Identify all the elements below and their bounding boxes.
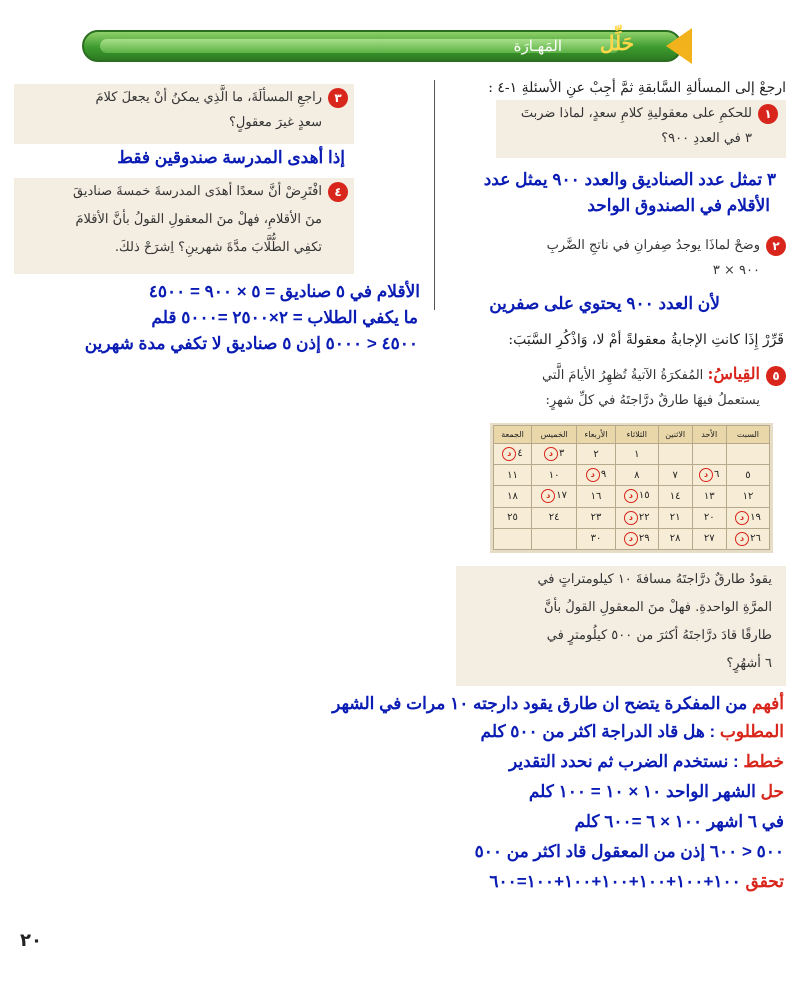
calendar-day-number: ٢٦ bbox=[750, 532, 761, 544]
step-label: تحقق bbox=[745, 872, 784, 891]
calendar-day-number: ١٢ bbox=[742, 490, 754, 502]
question-3 bbox=[14, 84, 354, 144]
question-text: ٩٠٠ × ٣ bbox=[712, 263, 760, 278]
solution-line-6: ٥٠٠ < ٦٠٠ إذن من المعقول قاد اكثر من ٥٠٠ bbox=[474, 842, 784, 861]
calendar-day-number: ٢٩ bbox=[638, 532, 650, 544]
question-number: ٢ bbox=[766, 236, 786, 256]
calendar-day-cell bbox=[615, 486, 658, 507]
bike-day-mark: د bbox=[735, 511, 749, 525]
question-text: طارقًا قادَ درَّاجتَهُ أكثرَ من ٥٠٠ كيلُومترٍ في bbox=[546, 628, 772, 643]
solution-required bbox=[481, 722, 784, 742]
calendar-day-cell bbox=[494, 465, 532, 486]
question-number: ١ bbox=[758, 104, 778, 124]
question-1 bbox=[496, 100, 786, 158]
calendar-day-number: ٢٠ bbox=[703, 512, 715, 524]
calendar-day-header: الثلاثاء bbox=[615, 426, 658, 444]
question-number: ٥ bbox=[766, 366, 786, 386]
calendar-day-number: ٢٨ bbox=[669, 533, 681, 545]
calendar-day-cell bbox=[615, 444, 658, 465]
calendar-day-number: ٦ bbox=[714, 469, 720, 481]
calendar-day-cell bbox=[692, 528, 726, 549]
calendar-day-number: ٥ bbox=[745, 469, 751, 481]
calendar-day-cell bbox=[658, 507, 692, 528]
bike-day-mark: د bbox=[624, 532, 638, 546]
column-divider bbox=[434, 80, 435, 310]
calendar-day-number: ٣٠ bbox=[590, 533, 602, 545]
calendar-day-cell bbox=[494, 444, 532, 465]
calendar-day-number: ١٨ bbox=[507, 490, 518, 502]
calendar-day-number: ١٠ bbox=[548, 469, 560, 481]
page-number: ٢٠ bbox=[20, 930, 42, 951]
answer-1-line-1: ٣ تمثل عدد الصناديق والعدد ٩٠٠ يمثل عدد bbox=[483, 170, 776, 189]
question-number: ٣ bbox=[328, 88, 348, 108]
step-text: : هل قاد الدراجة اكثر من ٥٠٠ كلم bbox=[480, 722, 720, 741]
question-4 bbox=[14, 178, 354, 274]
question-text: يستعملُ فيهَا طارقٌ درَّاجتَهُ في كلِّ شهرٍ: bbox=[545, 393, 760, 408]
step-label: المطلوب bbox=[719, 722, 784, 741]
calendar-day-number: ٢ bbox=[593, 448, 599, 460]
answer-4-line-3: ٤٥٠٠ < ٥٠٠٠ إذن ٥ صناديق لا تكفي مدة شهرين bbox=[84, 334, 418, 353]
question-text: سعدٍ غيرَ معقولٍ؟ bbox=[228, 115, 322, 130]
bike-day-mark: د bbox=[544, 447, 558, 461]
question-2 bbox=[547, 232, 786, 282]
calendar-week-row bbox=[494, 507, 770, 528]
calendar-day-cell bbox=[692, 444, 726, 465]
calendar-day-cell bbox=[692, 465, 726, 486]
calendar-day-number: ٩ bbox=[600, 469, 607, 481]
bike-day-mark: د bbox=[624, 511, 638, 525]
calendar-day-cell bbox=[658, 465, 692, 486]
banner-title: حَلِّل bbox=[599, 31, 634, 55]
calendar-day-number: ٣ bbox=[558, 448, 565, 460]
solution-plan bbox=[509, 752, 784, 772]
question-text: ٦ أشهُرٍ؟ bbox=[726, 656, 772, 671]
question-number: ٤ bbox=[328, 182, 348, 202]
bike-day-mark: د bbox=[502, 447, 516, 461]
question-text: افْتَرِضْ أنَّ سعدًا أهدَى المدرسةَ خمسةَ صناديقَ bbox=[73, 184, 322, 199]
calendar-day-number: ٢٢ bbox=[638, 511, 650, 523]
calendar-day-number: ١١ bbox=[507, 469, 518, 481]
bike-day-mark: د bbox=[735, 532, 749, 546]
solution-solve bbox=[529, 782, 784, 802]
calendar-day-cell bbox=[494, 507, 532, 528]
bike-day-mark: د bbox=[624, 489, 638, 503]
calendar-day-cell bbox=[658, 486, 692, 507]
question-5 bbox=[542, 360, 786, 412]
exercise-intro: ارجعْ إلى المسألةِ السَّابقةِ ثمَّ أجِبْ عنِ الأسئلةِ ١-٤ : bbox=[488, 80, 786, 96]
calendar-week-row bbox=[494, 486, 770, 507]
calendar-day-header: الأحد bbox=[692, 426, 726, 444]
calendar-day-cell bbox=[615, 507, 658, 528]
calendar-day-cell bbox=[726, 528, 769, 549]
calendar-day-cell bbox=[726, 486, 769, 507]
calendar-day-cell bbox=[692, 507, 726, 528]
calendar-day-cell bbox=[577, 486, 616, 507]
calendar-day-cell bbox=[532, 507, 577, 528]
calendar-header-row bbox=[494, 426, 770, 444]
calendar-day-cell bbox=[532, 465, 577, 486]
banner-subtitle: المَهـارَة bbox=[513, 37, 562, 55]
calendar-day-number: ٢٧ bbox=[703, 533, 715, 545]
solution-understand bbox=[332, 694, 784, 714]
question-text: منَ الأقلامِ، فهلْ منَ المعقولِ القولُ بأنَّ الأقلامَ bbox=[75, 212, 322, 227]
calendar-day-number: ١ bbox=[634, 448, 640, 460]
calendar-day-cell bbox=[494, 486, 532, 507]
calendar-day-cell bbox=[532, 486, 577, 507]
step-text: ١٠٠+١٠٠+١٠٠+١٠٠+١٠٠+١٠٠=٦٠٠ bbox=[489, 872, 746, 891]
question-topic: القِياسُ: bbox=[707, 364, 760, 383]
calendar-day-cell bbox=[615, 528, 658, 549]
calendar-day-cell bbox=[577, 465, 616, 486]
calendar-day-number: ٤ bbox=[517, 448, 523, 460]
calendar-week-row bbox=[494, 528, 770, 549]
calendar-day-number: ١٥ bbox=[638, 490, 650, 502]
calendar-day-header: الاثنين bbox=[658, 426, 692, 444]
question-5-text bbox=[456, 566, 786, 686]
question-text: وضحْ لماذَا يوجدُ صِفرانِ في ناتجِ الضَّربِ bbox=[546, 238, 760, 253]
bike-day-mark: د bbox=[586, 468, 600, 482]
question-text: تكفِي الطُّلَّابَ مدَّةَ شهرينِ؟ اِشرَحْ ذلكَ. bbox=[114, 240, 322, 255]
calendar-body bbox=[494, 444, 770, 550]
calendar-day-header: الجمعة bbox=[494, 426, 532, 444]
step-label: أفهم bbox=[752, 694, 784, 713]
calendar-day-cell bbox=[494, 528, 532, 549]
answer-2: لأن العدد ٩٠٠ يحتوي على صفرين bbox=[489, 294, 720, 313]
calendar-day-number: ٧ bbox=[672, 469, 678, 481]
calendar-day-cell bbox=[615, 465, 658, 486]
calendar-week-row bbox=[494, 444, 770, 465]
calendar-week-row bbox=[494, 465, 770, 486]
question-text: المُفكرَةُ الآتيةُ تُظهِرُ الأيامَ الَّتي bbox=[541, 368, 704, 383]
calendar-day-number: ٢١ bbox=[669, 512, 681, 524]
question-text: المرَّةِ الواحدةِ. فهلْ منَ المعقولِ القولُ بأنَّ bbox=[543, 600, 772, 615]
calendar-day-cell bbox=[726, 465, 769, 486]
arrow-icon bbox=[666, 28, 692, 64]
calendar-day-number: ١٣ bbox=[703, 490, 715, 502]
calendar-day-header: الأربعاء bbox=[577, 426, 616, 444]
calendar-day-number: ٢٤ bbox=[548, 512, 560, 524]
solution-check bbox=[489, 872, 784, 892]
bike-day-mark: د bbox=[541, 489, 555, 503]
calendar-day-number: ٨ bbox=[634, 469, 640, 481]
answer-1-line-2: الأقلام في الصندوق الواحد bbox=[587, 196, 770, 215]
calendar-day-header: السبت bbox=[726, 426, 769, 444]
step-label: خطط bbox=[743, 752, 784, 771]
answer-4-line-2: ما يكفي الطلاب = ٢×٢٥٠٠ =٥٠٠٠ قلم bbox=[151, 308, 418, 327]
solution-line-5: في ٦ اشهر ١٠٠ × ٦ =٦٠٠ كلم bbox=[574, 812, 784, 831]
step-text: : نستخدم الضرب ثم نحدد التقدير bbox=[509, 752, 744, 771]
calendar-day-cell bbox=[577, 507, 616, 528]
calendar-day-cell bbox=[577, 444, 616, 465]
answer-3: إذا أهدى المدرسة صندوقين فقط bbox=[117, 148, 345, 167]
question-text: يقودُ طارقٌ درَّاجتَهُ مسافةَ ١٠ كيلومتراتٍ في bbox=[537, 572, 772, 587]
calendar-day-number: ١٧ bbox=[556, 490, 568, 502]
calendar-day-number: ٢٥ bbox=[507, 512, 518, 524]
banner-bar bbox=[82, 30, 682, 62]
calendar-day-number: ١٤ bbox=[669, 490, 681, 502]
calendar-day-number: ١٦ bbox=[590, 490, 602, 502]
question-text: للحكمِ على معقوليةِ كلامِ سعدٍ، لماذا ضربتَ bbox=[520, 106, 752, 121]
calendar-day-cell bbox=[726, 507, 769, 528]
calendar-day-cell bbox=[532, 528, 577, 549]
calendar-day-header: الخميس bbox=[532, 426, 577, 444]
question-text: ٣ في العددِ ٩٠٠؟ bbox=[661, 131, 752, 146]
step-text: من المفكرة يتضح ان طارق يقود دارجته ١٠ مرات في الشهر bbox=[332, 694, 752, 713]
bike-day-mark: د bbox=[699, 468, 713, 482]
calendar-day-number: ١٩ bbox=[750, 511, 761, 523]
question-text: راجعِ المسألَةَ، ما الَّذِي يمكنُ أنْ يجعلَ كلامَ bbox=[95, 90, 322, 105]
calendar-day-number: ٢٣ bbox=[590, 512, 602, 524]
step-label: حل bbox=[760, 782, 784, 801]
section-banner bbox=[82, 28, 692, 64]
calendar-day-cell bbox=[726, 444, 769, 465]
calendar-day-cell bbox=[692, 486, 726, 507]
calendar-day-cell bbox=[658, 444, 692, 465]
answer-4-line-1: الأقلام في ٥ صناديق = ٥ × ٩٠٠ = ٤٥٠٠ bbox=[148, 282, 420, 301]
calendar-day-cell bbox=[532, 444, 577, 465]
decide-instruction: قَرِّرْ إِذَا كانتِ الإجابةُ معقولةً أمْ لا، وَاذْكُرِ السَّبَبَ: bbox=[508, 332, 784, 348]
calendar-day-cell bbox=[658, 528, 692, 549]
calendar-table bbox=[493, 425, 770, 550]
step-text: الشهر الواحد ١٠ × ١٠ = ١٠٠ كلم bbox=[528, 782, 761, 801]
calendar-day-cell bbox=[577, 528, 616, 549]
